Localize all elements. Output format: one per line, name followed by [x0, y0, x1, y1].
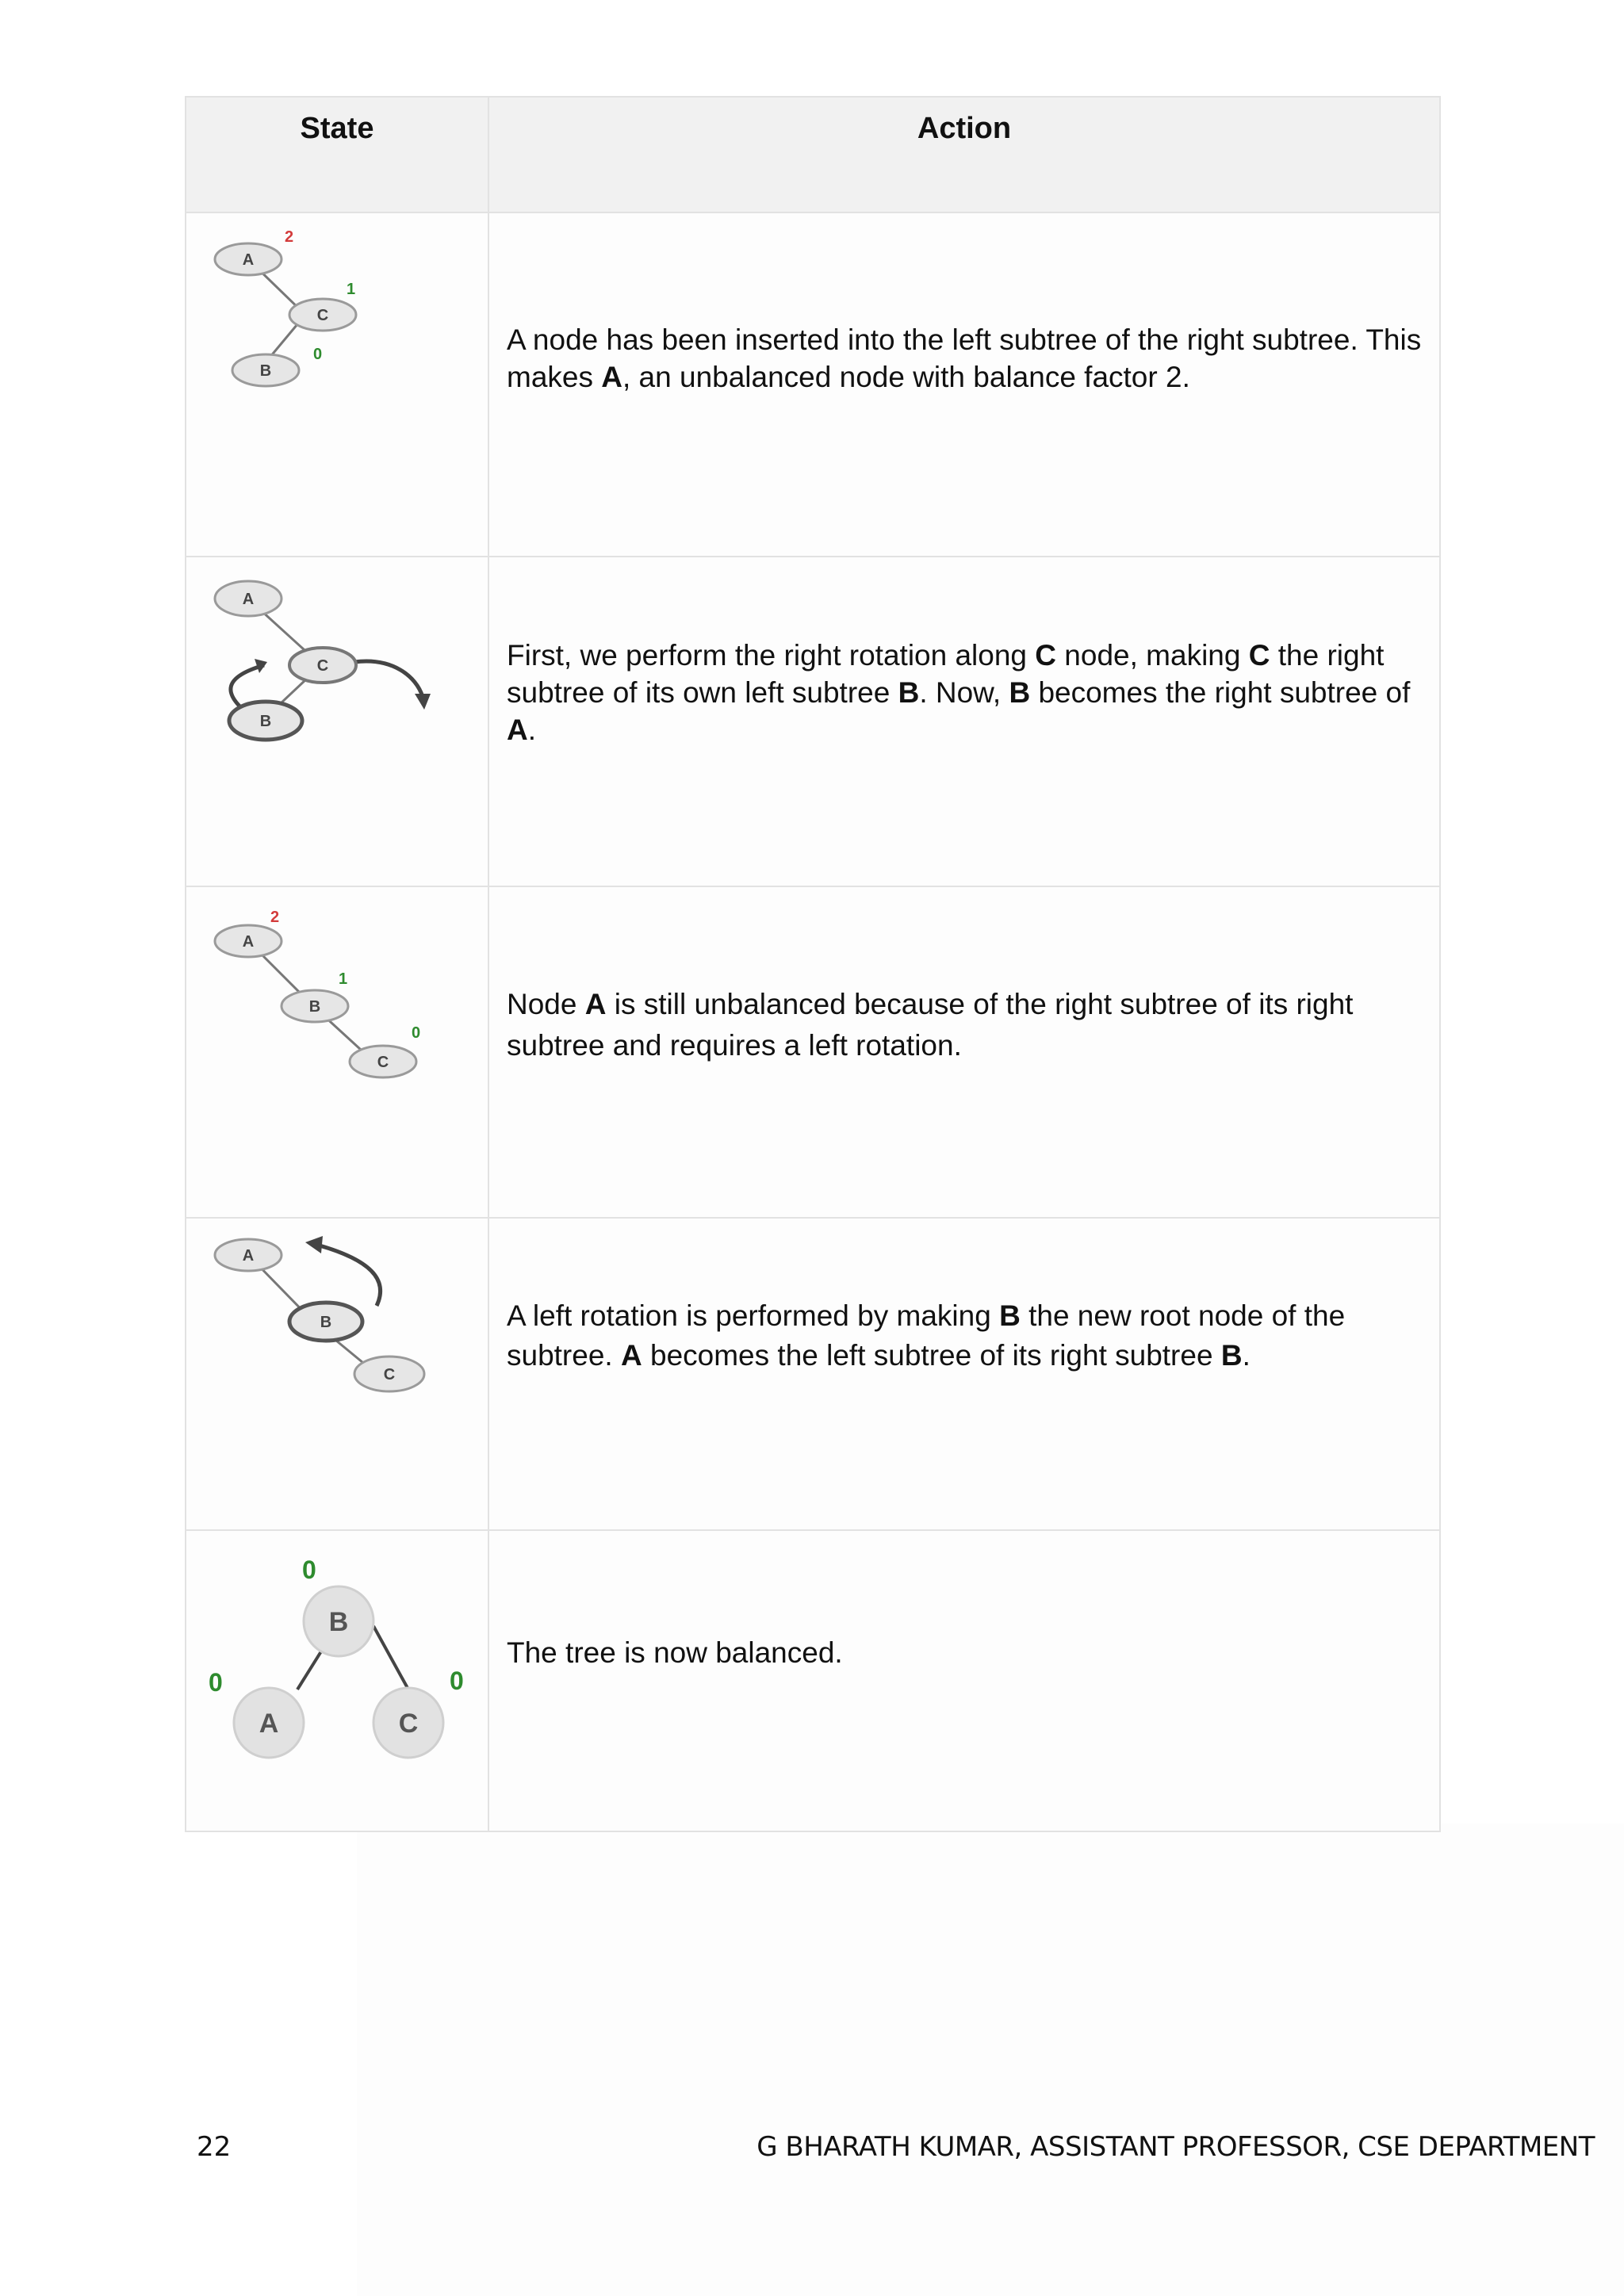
action-cell	[488, 1530, 1440, 1831]
svg-text:B: B	[320, 1314, 332, 1331]
tree-node	[282, 990, 348, 1022]
state-cell	[186, 557, 488, 886]
tree-diagram-balanced	[186, 1531, 488, 1769]
action-text: A left rotation is performed by making B the new root node of the subtree. A becomes the left subtree of its right subtree B.	[507, 1299, 1346, 1372]
svg-text:B: B	[308, 998, 321, 1016]
balance-factor: 1	[339, 970, 348, 988]
action-text: A node has been inserted into the left subtree of the right subtree. This makes A, an unbalanced node with balance factor 2.	[507, 323, 1422, 393]
tree-node	[289, 1303, 362, 1341]
action-header: Action	[488, 97, 1440, 212]
balance-factor: 0	[313, 346, 323, 363]
tree-node	[373, 1688, 443, 1758]
action-cell	[488, 557, 1440, 886]
table-row	[186, 1218, 1440, 1530]
tree-diagram-unbalanced-rr	[186, 887, 488, 1093]
table-header-row	[186, 97, 1440, 212]
tree-diagram-unbalanced-rl	[186, 213, 488, 404]
action-text: First, we perform the right rotation along C node, making C the right subtree of its own left subtree B. Now, B becomes the right subtree of A.	[507, 639, 1411, 746]
rotation-table	[185, 96, 1441, 1832]
state-cell	[186, 886, 488, 1218]
tree-node	[304, 1586, 373, 1656]
tree-node	[215, 925, 282, 957]
svg-text:B: B	[259, 362, 272, 380]
svg-text:C: C	[316, 307, 329, 324]
action-text: Node A is still unbalanced because of the right subtree of its right subtree and requires a left rotation.	[507, 988, 1354, 1062]
svg-text:A: A	[242, 1247, 255, 1265]
svg-text:A: A	[242, 933, 255, 951]
balance-factor: 2	[285, 228, 294, 246]
tree-node	[215, 1239, 282, 1271]
table-row	[186, 886, 1440, 1218]
svg-text:A: A	[242, 251, 255, 269]
svg-text:A: A	[259, 1709, 279, 1739]
svg-text:A: A	[242, 591, 255, 608]
tree-node	[229, 702, 302, 740]
footer-author: G BHARATH KUMAR, ASSISTANT PROFESSOR, CSE DEPARTMENT	[756, 2131, 1595, 2163]
action-cell	[488, 1218, 1440, 1530]
tree-node	[350, 1046, 416, 1077]
state-cell	[186, 1218, 488, 1530]
svg-text:C: C	[316, 657, 329, 675]
tree-node	[215, 581, 282, 616]
tree-diagram-right-rotation	[186, 557, 488, 763]
state-header: State	[186, 97, 488, 212]
svg-text:C: C	[377, 1054, 389, 1071]
svg-text:C: C	[398, 1709, 419, 1739]
tree-node	[354, 1357, 424, 1391]
tree-node	[232, 354, 299, 386]
balance-factor: 0	[412, 1024, 421, 1042]
tree-node	[289, 648, 356, 683]
table-row	[186, 212, 1440, 557]
balance-factor: 2	[270, 909, 280, 926]
state-cell	[186, 1530, 488, 1831]
svg-text:B: B	[328, 1607, 349, 1637]
svg-text:C: C	[383, 1366, 396, 1383]
action-cell	[488, 886, 1440, 1218]
balance-factor: 0	[450, 1667, 464, 1695]
svg-text:B: B	[259, 713, 272, 730]
action-text: The tree is now balanced.	[507, 1636, 843, 1669]
tree-node	[289, 299, 356, 331]
page-number: 22	[197, 2131, 232, 2163]
balance-factor: 0	[209, 1668, 223, 1697]
state-cell	[186, 212, 488, 557]
table-row	[186, 1530, 1440, 1831]
tree-diagram-left-rotation	[186, 1219, 488, 1409]
balance-factor: 1	[347, 281, 356, 298]
table-row	[186, 557, 1440, 886]
action-cell	[488, 212, 1440, 557]
page-shade	[357, 1823, 1624, 2296]
tree-node	[215, 243, 282, 275]
balance-factor: 0	[302, 1556, 316, 1584]
tree-node	[234, 1688, 304, 1758]
